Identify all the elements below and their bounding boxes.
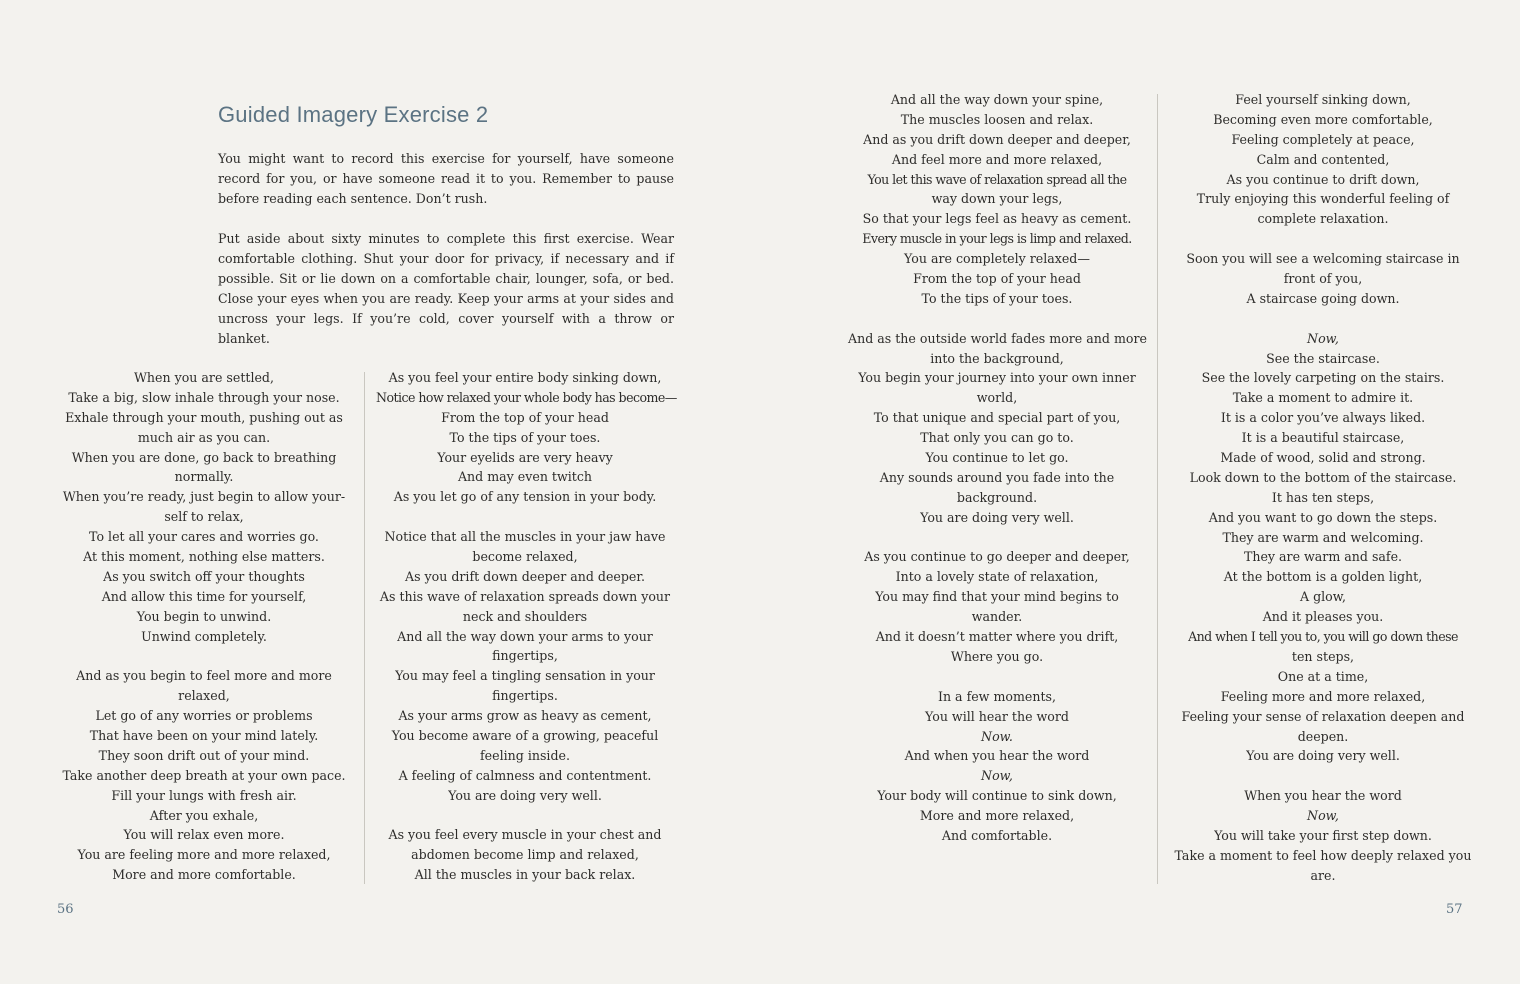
script-line: All the muscles in your back relax.	[414, 867, 636, 883]
script-line: And it pleases you.	[1262, 609, 1384, 625]
stanza-break	[1170, 766, 1476, 786]
script-line: You begin to unwind.	[136, 608, 272, 624]
script-line: And allow this time for yourself,	[101, 588, 307, 604]
script-line: And it doesn’t matter where you drift,	[875, 629, 1119, 645]
script-line: Take another deep breath at your own pace.	[62, 767, 346, 783]
script-line: And may even twitch	[457, 469, 593, 485]
script-line: See the staircase.	[1266, 350, 1380, 366]
script-line: You may feel a tingling sensation in your	[395, 668, 655, 684]
script-line: They are warm and safe.	[1243, 549, 1403, 565]
script-line: From the top of your head	[441, 409, 609, 425]
script-line: abdomen become limp and relaxed,	[411, 847, 639, 863]
script-line: Truly enjoying this wonderful feeling of	[1196, 191, 1450, 207]
column-divider-right	[1157, 94, 1158, 884]
script-line: Soon you will see a welcoming staircase in	[1186, 251, 1460, 267]
script-line: And you want to go down the steps.	[1208, 509, 1438, 525]
script-line: And when I tell you to, you will go down these	[1188, 629, 1458, 645]
script-line: You are doing very well.	[1246, 748, 1400, 764]
script-line: As you switch off your thoughts	[103, 568, 305, 584]
script-line: See the lovely carpeting on the stairs.	[1201, 370, 1445, 386]
intro-paragraph-2: Put aside about sixty minutes to complete this first exercise. Wear comfortable clothing. Shut your door for privacy, if necessary and if possible. Sit or lie down on a comfortable chair, lounger, sofa, or bed. Close your eyes when you are ready. Keep your arms at your sides and uncross your legs. If you’re cold, cover yourself with a throw or blanket.	[218, 231, 674, 346]
script-line: front of you,	[1283, 271, 1363, 287]
script-line: That only you can go to.	[920, 430, 1074, 446]
script-line: Take a moment to admire it.	[1232, 390, 1414, 406]
script-line: You are doing very well.	[448, 787, 602, 803]
script-line: Notice that all the muscles in your jaw have	[384, 529, 666, 545]
script-line: That have been on your mind lately.	[89, 728, 319, 744]
script-line: Let go of any worries or problems	[95, 708, 313, 724]
intro-paragraph-1: You might want to record this exercise for yourself, have someone record for you, or have someone read it to you. Remember to pause before reading each sentence. Don’t rush.	[218, 151, 674, 206]
script-line: At this moment, nothing else matters.	[83, 549, 325, 565]
script-line: It is a color you’ve always liked.	[1220, 410, 1426, 426]
script-line: As you continue to drift down,	[1226, 171, 1420, 187]
script-line: Calm and contented,	[1256, 151, 1390, 167]
script-line: A staircase going down.	[1246, 290, 1400, 306]
script-line: Look down to the bottom of the staircase.	[1189, 469, 1457, 485]
script-line: As you let go of any tension in your body.	[393, 489, 657, 505]
script-line: background.	[956, 489, 1038, 505]
script-line: Every muscle in your legs is limp and relaxed.	[862, 231, 1132, 247]
script-line: As your arms grow as heavy as cement,	[398, 708, 652, 724]
script-line: You will take your first step down.	[1214, 827, 1432, 843]
script-line: And comfortable.	[941, 827, 1053, 843]
script-line: More and more comfortable.	[112, 867, 296, 883]
script-line: At the bottom is a golden light,	[1223, 569, 1423, 585]
script-line: neck and shoulders	[462, 608, 588, 624]
script-line: And as you begin to feel more and more	[76, 668, 332, 684]
script-line: You continue to let go.	[925, 450, 1069, 466]
script-line: deepen.	[1297, 728, 1349, 744]
script-line: More and more relaxed,	[919, 808, 1075, 824]
script-line: You begin your journey into your own inner	[858, 370, 1136, 386]
script-line: You will relax even more.	[123, 827, 285, 843]
script-line: self to relax,	[164, 509, 244, 525]
script-line: Feeling completely at peace,	[1231, 131, 1415, 147]
script-line: world,	[976, 390, 1018, 406]
stanza-break	[376, 507, 674, 527]
script-line: ten steps,	[1291, 648, 1355, 664]
script-line: When you hear the word	[1244, 788, 1402, 804]
exercise-title: Guided Imagery Exercise 2	[218, 102, 489, 127]
script-line: As this wave of relaxation spreads down your	[379, 588, 671, 604]
script-line: You are feeling more and more relaxed,	[77, 847, 331, 863]
stanza-break	[1170, 309, 1476, 329]
script-line: fingertips.	[492, 688, 558, 704]
script-line: From the top of your head	[913, 271, 1081, 287]
script-line: normally.	[174, 469, 234, 485]
script-line: In a few moments,	[937, 688, 1057, 704]
script-line: It has ten steps,	[1271, 489, 1375, 505]
script-line: As you drift down deeper and deeper.	[404, 568, 646, 584]
script-line: Unwind completely.	[141, 628, 267, 644]
script-line: Your body will continue to sink down,	[877, 788, 1117, 804]
script-line: Into a lovely state of relaxation,	[895, 569, 1099, 585]
script-line: feeling inside.	[480, 747, 570, 763]
script-line: A glow,	[1299, 589, 1347, 605]
script-line: A feeling of calmness and contentment.	[398, 767, 652, 783]
script-line: As you continue to go deeper and deeper,	[864, 549, 1130, 565]
script-line: One at a time,	[1277, 668, 1369, 684]
script-line: You are completely relaxed—	[904, 251, 1090, 267]
script-line: And all the way down your arms to your	[397, 628, 653, 644]
column-divider-left	[364, 372, 365, 884]
stanza-break	[848, 528, 1146, 548]
script-line: When you are done, go back to breathing	[71, 449, 337, 465]
script-line: Fill your lungs with fresh air.	[111, 787, 297, 803]
stanza-break	[1170, 229, 1476, 249]
script-line: When you are settled,	[133, 370, 274, 385]
stanza-break	[376, 806, 674, 826]
script-line: To the tips of your toes.	[449, 429, 601, 445]
stanza-break	[848, 667, 1146, 687]
script-line: into the background,	[930, 350, 1064, 366]
script-line: To that unique and special part of you,	[873, 410, 1121, 426]
script-line: When you’re ready, just begin to allow your-	[62, 489, 346, 505]
script-line: You may find that your mind begins to	[875, 589, 1119, 605]
script-line: They are warm and welcoming.	[1222, 529, 1424, 545]
script-line: fingertips,	[492, 648, 558, 664]
script-line: As you feel every muscle in your chest and	[388, 827, 662, 843]
script-line: After you exhale,	[149, 807, 259, 823]
script-line: Take a moment to feel how deeply relaxed you	[1174, 847, 1472, 863]
script-line: wander.	[971, 609, 1023, 625]
script-line: Feel yourself sinking down,	[1235, 92, 1411, 107]
script-line: Becoming even more comfortable,	[1213, 111, 1433, 127]
page-number-right: 57	[1446, 902, 1463, 917]
script-line: Where you go.	[950, 648, 1044, 664]
script-column-4	[1170, 90, 1476, 886]
script-line: As you feel your entire body sinking down,	[388, 370, 662, 385]
script-line: Now,	[1307, 330, 1339, 346]
script-line: They soon drift out of your mind.	[98, 747, 310, 763]
script-line: You become aware of a growing, peaceful	[391, 728, 659, 744]
script-line: Any sounds around you fade into the	[879, 469, 1115, 485]
script-line: And when you hear the word	[904, 748, 1090, 764]
script-line: You let this wave of relaxation spread all the	[867, 171, 1127, 187]
stanza-break	[848, 309, 1146, 329]
script-line: And feel more and more relaxed,	[891, 151, 1103, 167]
script-column-1	[62, 368, 346, 885]
script-line: Feeling more and more relaxed,	[1220, 688, 1426, 704]
script-line: Take a big, slow inhale through your nose.	[68, 389, 340, 405]
script-line: And all the way down your spine,	[890, 92, 1104, 107]
page-number-left: 56	[57, 902, 74, 917]
script-line: are.	[1310, 867, 1336, 883]
script-line: And as you drift down deeper and deeper,	[863, 131, 1131, 147]
script-line: To let all your cares and worries go.	[89, 529, 319, 545]
script-line: Now.	[981, 728, 1013, 744]
script-line: So that your legs feel as heavy as cement.	[862, 211, 1132, 227]
script-line: Now,	[1307, 808, 1339, 824]
script-line: To the tips of your toes.	[921, 290, 1073, 306]
script-line: Your eyelids are very heavy	[437, 449, 613, 465]
script-line: The muscles loosen and relax.	[900, 111, 1094, 127]
script-line: You are doing very well.	[920, 509, 1074, 525]
script-line: relaxed,	[178, 688, 230, 704]
stanza-break	[62, 646, 346, 666]
script-line: It is a beautiful staircase,	[1241, 430, 1405, 446]
script-line: Now,	[981, 768, 1013, 784]
script-line: And as the outside world fades more and more	[848, 330, 1147, 346]
script-column-3	[848, 90, 1146, 846]
script-line: Feeling your sense of relaxation deepen and	[1181, 708, 1465, 724]
script-line: You will hear the word	[925, 708, 1069, 724]
script-line: complete relaxation.	[1257, 211, 1389, 227]
script-line: much air as you can.	[137, 429, 271, 445]
script-line: become relaxed,	[472, 549, 578, 565]
script-line: Made of wood, solid and strong.	[1220, 450, 1426, 466]
script-line: Notice how relaxed your whole body has become—	[376, 389, 677, 405]
script-line: Exhale through your mouth, pushing out as	[65, 409, 343, 425]
script-column-2	[376, 368, 677, 885]
script-line: way down your legs,	[931, 191, 1063, 207]
